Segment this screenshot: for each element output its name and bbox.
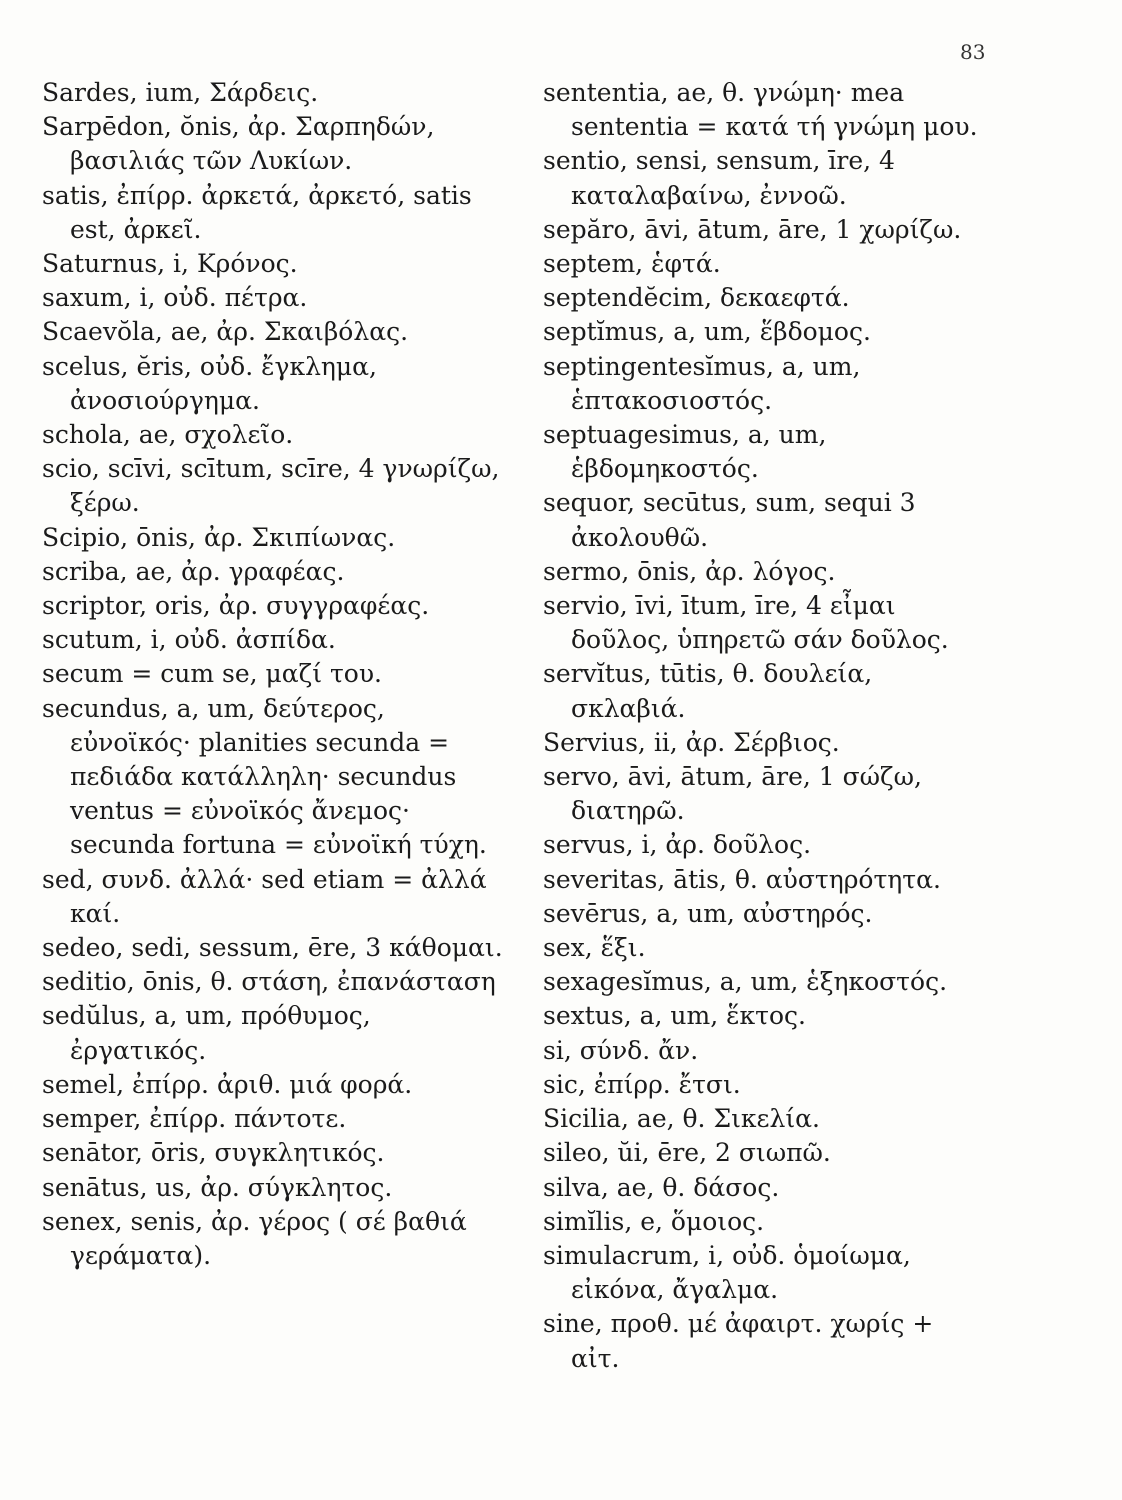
dictionary-entry: sedŭlus, a, um, πρόθυμος, ἐργατικός. (42, 1001, 371, 1065)
dictionary-entry: senex, senis, ἀρ. γέρος ( σέ βαθιά γεράματα). (42, 1206, 467, 1270)
dictionary-entry: septingentesĭmus, a, um, ἑπτακοσιοστός. (543, 351, 861, 415)
dictionary-entry: satis, ἐπίρρ. ἀρκετά, ἀρκετό, satis est, ἀρκεῖ. (42, 180, 472, 244)
dictionary-entry: sileo, ŭi, ēre, 2 σιωπῶ. (543, 1138, 831, 1168)
dictionary-entry: Sarpēdon, ŏnis, ἀρ. Σαρπηδών, βασιλιάς τῶν Λυκίων. (42, 112, 435, 176)
dictionary-entry: seditio, ōnis, θ. στάση, ἐπανάσταση (42, 967, 496, 997)
dictionary-entry: scriptor, oris, ἀρ. συγγραφέας. (42, 591, 430, 621)
dictionary-entry: semper, ἐπίρρ. πάντοτε. (42, 1104, 347, 1134)
dictionary-entry: sententia, ae, θ. γνώμη· mea sententia = κατά τή γνώμη μου. (543, 78, 978, 142)
dictionary-entry: sed, συνδ. ἀλλά· sed etiam = ἀλλά καί. (42, 864, 487, 928)
dictionary-entry: servĭtus, tūtis, θ. δουλεία, σκλαβιά. (543, 659, 873, 723)
dictionary-entry: simĭlis, e, ὅμοιος. (543, 1206, 765, 1236)
dictionary-entry: servio, īvi, ītum, īre, 4 εἶμαι δοῦλος, ὑπηρετῶ σάν δοῦλος. (543, 591, 949, 655)
left-column (42, 76, 512, 1273)
dictionary-entry: Servius, ii, ἀρ. Σέρβιος. (543, 727, 840, 757)
dictionary-entry: sermo, ōnis, ἀρ. λόγος. (543, 556, 836, 586)
dictionary-entry: schola, ae, σχολεῖο. (42, 420, 294, 450)
dictionary-entry: sex, ἕξι. (543, 933, 646, 963)
page-number: 83 (960, 40, 986, 64)
dictionary-entry: sine, προθ. μέ ἀφαιρτ. χωρίς + αἰτ. (543, 1309, 934, 1373)
dictionary-entry: Saturnus, i, Κρόνος. (42, 249, 298, 279)
dictionary-entry: sexagesĭmus, a, um, ἑξηκοστός. (543, 967, 948, 997)
dictionary-entry: saxum, i, οὐδ. πέτρα. (42, 283, 308, 313)
dictionary-entry: septĭmus, a, um, ἕβδομος. (543, 317, 871, 347)
dictionary-entry: senātor, ōris, συγκλητικός. (42, 1138, 385, 1168)
dictionary-entry: sentio, sensi, sensum, īre, 4 καταλαβαίνω, ἐννοῶ. (543, 146, 895, 210)
dictionary-entry: sic, ἐπίρρ. ἔτσι. (543, 1069, 741, 1099)
dictionary-entry: sequor, secūtus, sum, sequi 3 ἀκολουθῶ. (543, 488, 916, 552)
dictionary-entry: Sicilia, ae, θ. Σικελία. (543, 1104, 820, 1134)
dictionary-entry: secundus, a, um, δεύτερος, εὐνοϊκός· planities secunda = πεδιάδα κατάλληλη· secundus ventus = εὐνοϊκός ἄνεμος· secunda fortuna = εὐνοϊκή τύχη. (42, 693, 487, 860)
dictionary-entry: servo, āvi, ātum, āre, 1 σώζω, διατηρῶ. (543, 762, 922, 826)
dictionary-entry: sextus, a, um, ἕκτος. (543, 1001, 806, 1031)
dictionary-entry: septem, ἑφτά. (543, 249, 721, 279)
dictionary-entry: scelus, ĕris, οὐδ. ἔγκλημα, ἀνοσιούργημα. (42, 351, 377, 415)
dictionary-entry: secum = cum se, μαζί του. (42, 659, 383, 689)
dictionary-entry: si, σύνδ. ἄν. (543, 1035, 699, 1065)
dictionary-entry: Sardes, ium, Σάρδεις. (42, 78, 319, 107)
dictionary-entry: senātus, us, ἀρ. σύγκλητος. (42, 1172, 393, 1202)
dictionary-entry: semel, ἐπίρρ. ἀριθ. μιά φορά. (42, 1069, 413, 1099)
dictionary-entry: sepăro, āvi, ātum, āre, 1 χωρίζω. (543, 214, 962, 244)
dictionary-entry: scutum, i, οὐδ. ἀσπίδα. (42, 625, 336, 655)
dictionary-entry: scriba, ae, ἀρ. γραφέας. (42, 556, 345, 586)
dictionary-entry: simulacrum, i, οὐδ. ὁμοίωμα, εἰκόνα, ἄγαλμα. (543, 1240, 911, 1305)
dictionary-entry: septendĕcim, δεκαεφτά. (543, 283, 850, 313)
dictionary-entry: septuagesimus, a, um, ἑβδομηκοστός. (543, 420, 827, 484)
dictionary-entry: Scaevŏla, ae, ἀρ. Σκαιβόλας. (42, 317, 409, 347)
dictionary-entry: Scipio, ōnis, ἀρ. Σκιπίωνας. (42, 522, 396, 552)
dictionary-entry: sevērus, a, um, αὐστηρός. (543, 898, 873, 928)
dictionary-entry: scio, scīvi, scītum, scīre, 4 γνωρίζω, ξέρω. (42, 454, 500, 518)
dictionary-entry: sedeo, sedi, sessum, ēre, 3 κάθομαι. (42, 933, 503, 963)
right-column (543, 76, 983, 1376)
dictionary-entry: servus, i, ἀρ. δοῦλος. (543, 830, 812, 860)
dictionary-entry: silva, ae, θ. δάσος. (543, 1172, 780, 1202)
dictionary-entry: severitas, ātis, θ. αὐστηρότητα. (543, 864, 941, 894)
